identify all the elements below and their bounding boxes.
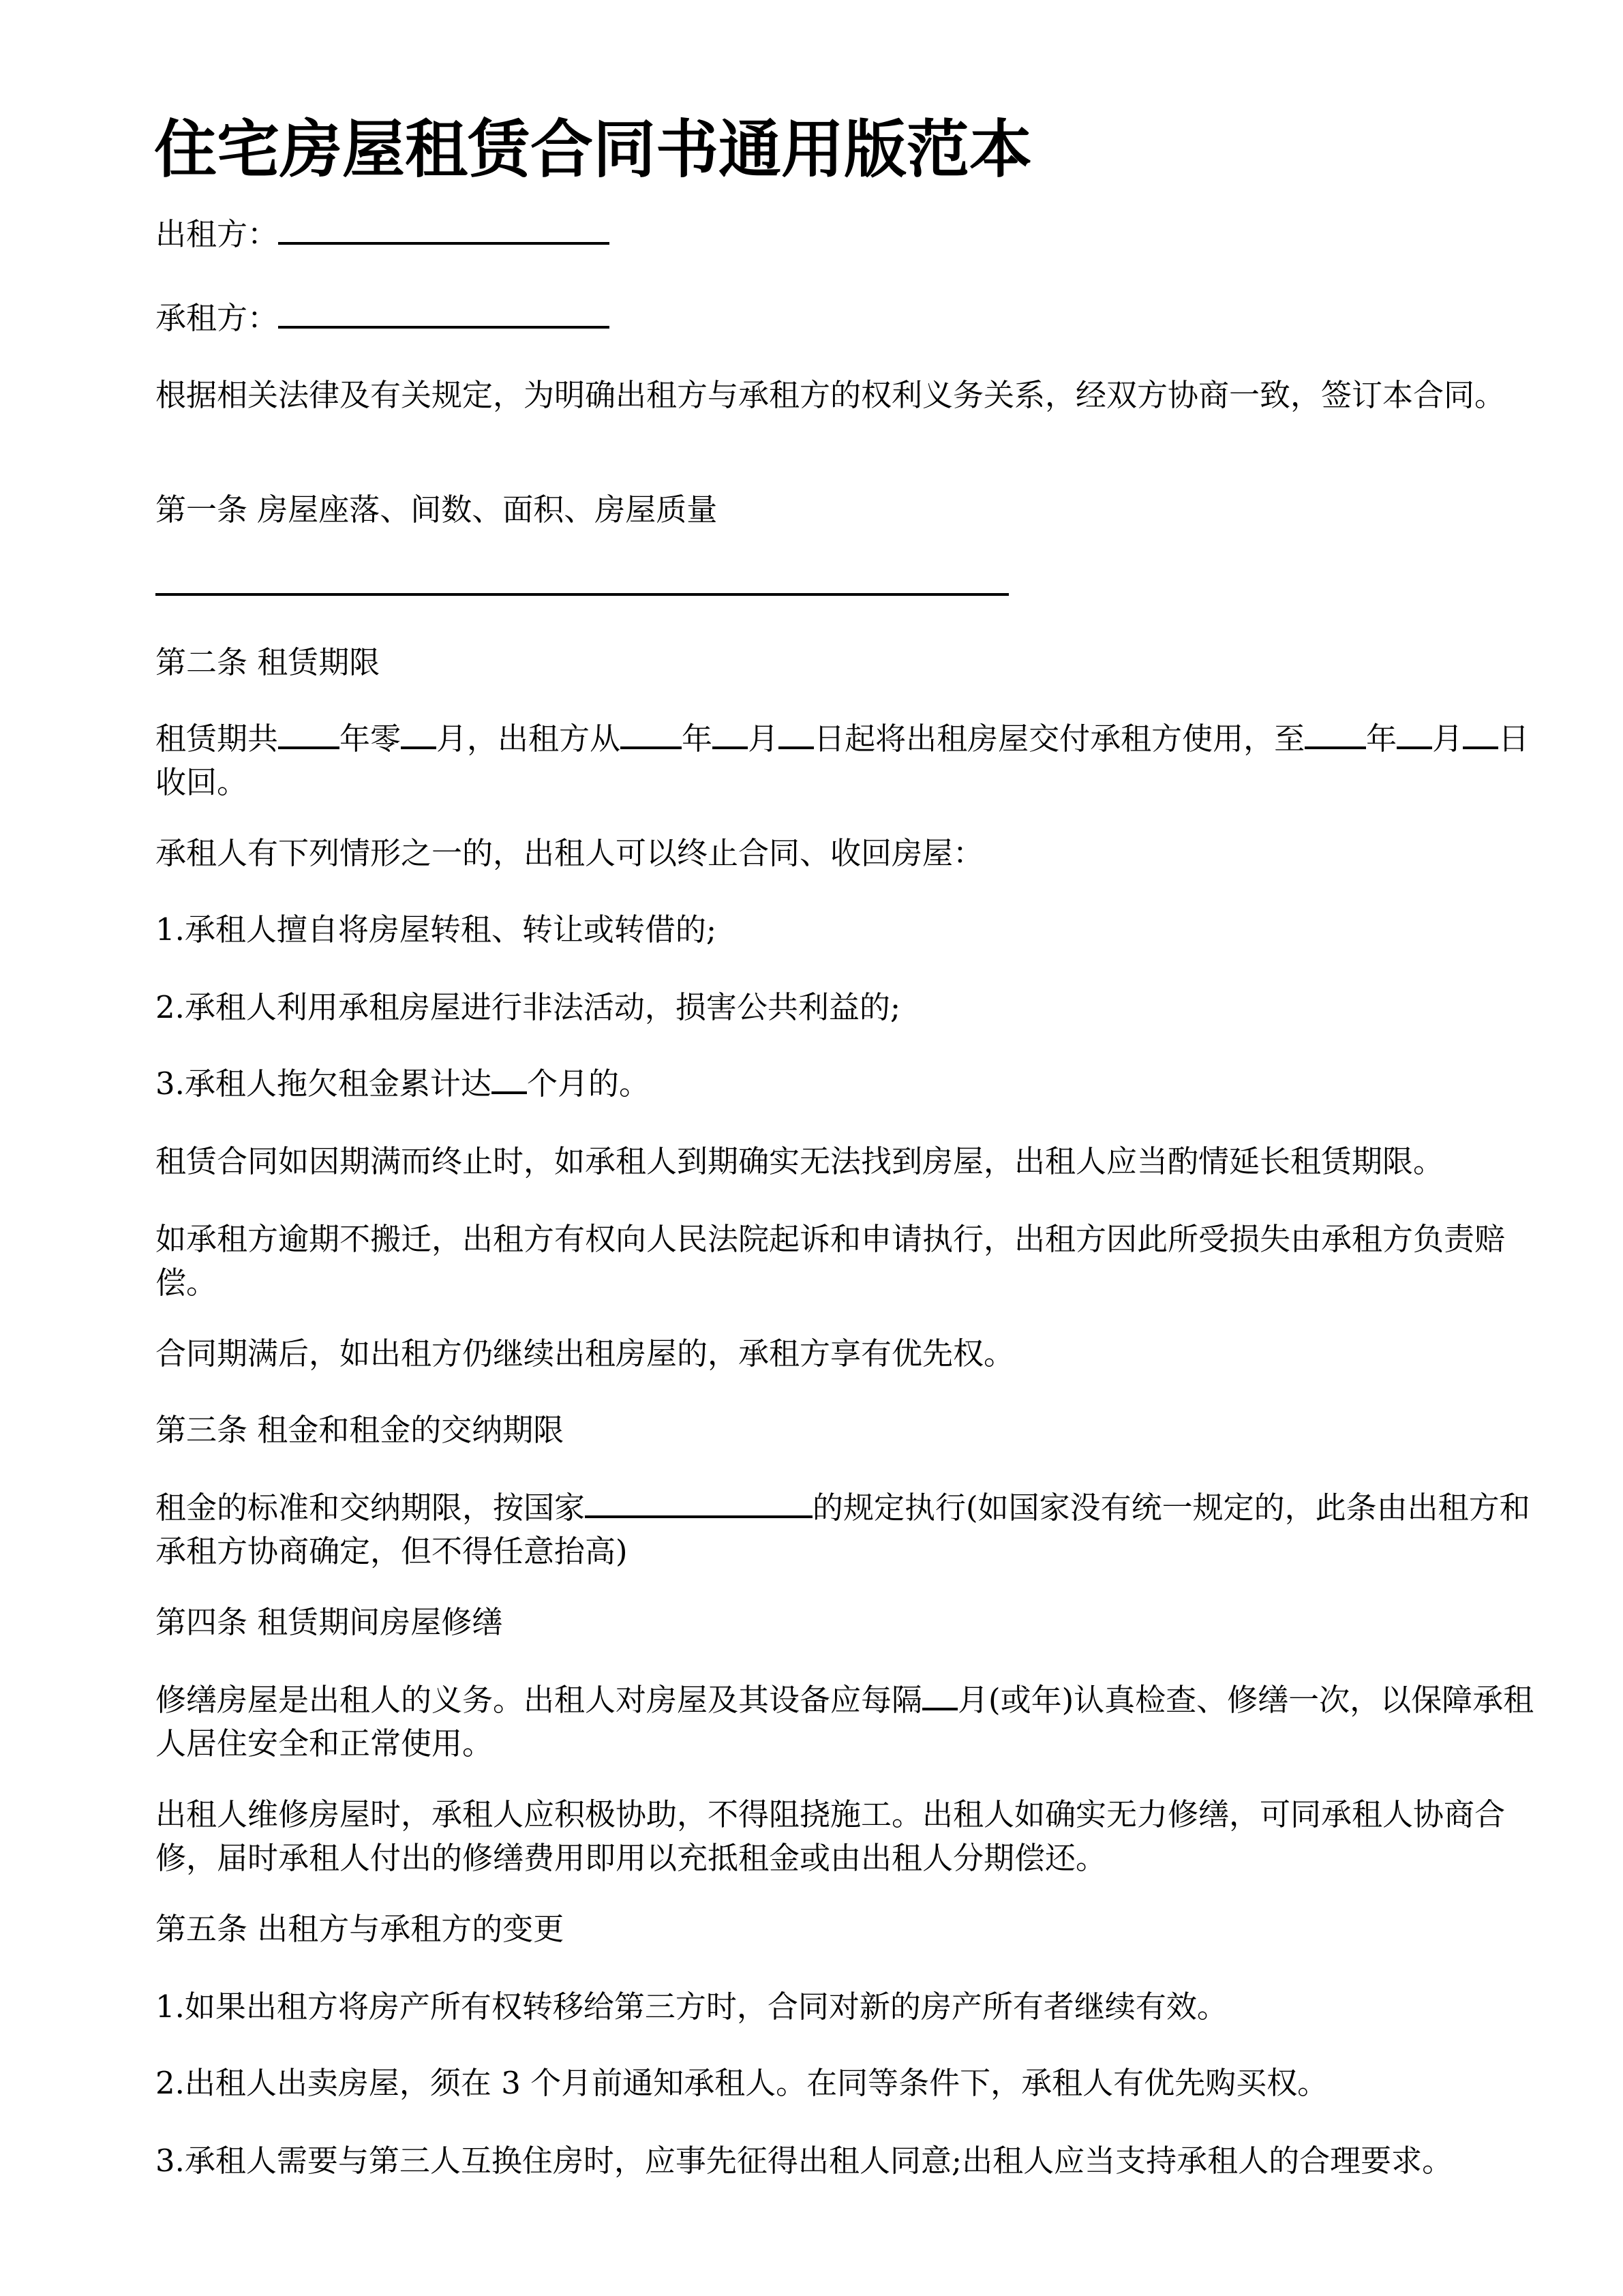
repair-paragraph-1 — [155, 1678, 1549, 1766]
lessor-label: 出租方： — [155, 216, 279, 252]
intro-paragraph: 根据相关法律及有关规定，为明确出租方与承租方的权利义务关系，经双方协商一致，签订本合同。 — [155, 377, 1506, 413]
end-day-blank — [1463, 717, 1498, 749]
start-day-blank — [778, 717, 814, 749]
article1-fill-line — [155, 593, 1009, 596]
change-item-3: 3.承租人需要与第三人互换住房时，应事先征得出租人同意;出租人应当支持承租人的合理要求。 — [155, 2143, 1453, 2179]
document-title: 住宅房屋租赁合同书通用版范本 — [154, 113, 1033, 186]
arrears-months-blank — [491, 1062, 527, 1094]
lessor-line — [155, 213, 1549, 256]
item3-text: 3.承租人拖欠租金累计达 — [155, 1066, 491, 1102]
item3-text: 个月的。 — [526, 1066, 650, 1102]
lessee-line — [155, 297, 1549, 340]
start-year-blank — [620, 717, 682, 749]
priority-paragraph: 合同期满后，如出租方仍继续出租房屋的，承租方享有优先权。 — [155, 1335, 1015, 1372]
lessee-label: 承租方： — [155, 300, 279, 336]
start-month-blank — [712, 717, 748, 749]
repair-interval-blank — [922, 1678, 958, 1710]
national-rule-blank — [585, 1486, 813, 1518]
term-text: 月，出租方从 — [436, 721, 621, 757]
repair-paragraph-2: 出租人维修房屋时，承租人应积极协助，不得阻挠施工。出租人如确实无力修缮，可同承租人协商合修，届时承租人付出的修缮费用即用以充抵租金或由出租人分期偿还。 — [155, 1796, 1506, 1876]
lessor-blank — [278, 213, 609, 245]
change-item-1: 1.如果出租方将房产所有权转移给第三方时，合同对新的房产所有者继续有效。 — [155, 1989, 1228, 2025]
repair-text: 修缮房屋是出租人的义务。出租人对房屋及其设备应每隔 — [155, 1682, 923, 1718]
term-text: 日收回。 — [155, 721, 1530, 800]
rent-text: 租金的标准和交纳期限，按国家 — [155, 1490, 586, 1526]
rent-text: 的规定执行(如国家没有统一规定的，此条由出租方和承租方协商确定，但不得任意抬高) — [155, 1490, 1530, 1569]
end-month-blank — [1397, 717, 1432, 749]
article3-heading: 第三条 租金和租金的交纳期限 — [155, 1412, 564, 1448]
term-text: 月 — [1432, 721, 1463, 757]
term-text: 租赁期共 — [155, 721, 279, 757]
overdue-paragraph: 如承租方逾期不搬迁，出租方有权向人民法院起诉和申请执行，出租方因此所受损失由承租方负责赔偿。 — [155, 1221, 1506, 1301]
termination-item-3 — [155, 1062, 1549, 1106]
term-text: 年 — [1366, 721, 1397, 757]
termination-item-2: 2.承租人利用承租房屋进行非法活动，损害公共利益的; — [155, 989, 901, 1025]
termination-item-1: 1.承租人擅自将房屋转租、转让或转借的; — [155, 911, 717, 948]
term-text: 日起将出租房屋交付承租方使用，至 — [814, 721, 1305, 757]
change-item-2: 2.出租人出卖房屋，须在 3 个月前通知承租人。在同等条件下，承租人有优先购买权。 — [155, 2065, 1329, 2101]
term-text: 年零 — [339, 721, 401, 757]
term-text: 月 — [748, 721, 779, 757]
term-years-blank — [278, 717, 339, 749]
repair-text: 月(或年)认真检查、修缮一次，以保障承租人居住安全和正常使用。 — [155, 1682, 1534, 1762]
extend-term-paragraph: 租赁合同如因期满而终止时，如承租人到期确实无法找到房屋，出租人应当酌情延长租赁期限。 — [155, 1143, 1444, 1179]
lessee-blank — [278, 297, 609, 329]
lease-term-paragraph — [155, 717, 1549, 804]
article4-heading: 第四条 租赁期间房屋修缮 — [155, 1604, 503, 1640]
article2-heading: 第二条 租赁期限 — [155, 644, 380, 680]
term-text: 年 — [682, 721, 713, 757]
end-year-blank — [1305, 717, 1366, 749]
rent-paragraph — [155, 1486, 1549, 1573]
term-months-blank — [401, 717, 436, 749]
article1-heading: 第一条 房屋座落、间数、面积、房屋质量 — [155, 492, 718, 528]
termination-intro: 承租人有下列情形之一的，出租人可以终止合同、收回房屋： — [155, 835, 984, 871]
article5-heading: 第五条 出租方与承租方的变更 — [155, 1911, 564, 1947]
